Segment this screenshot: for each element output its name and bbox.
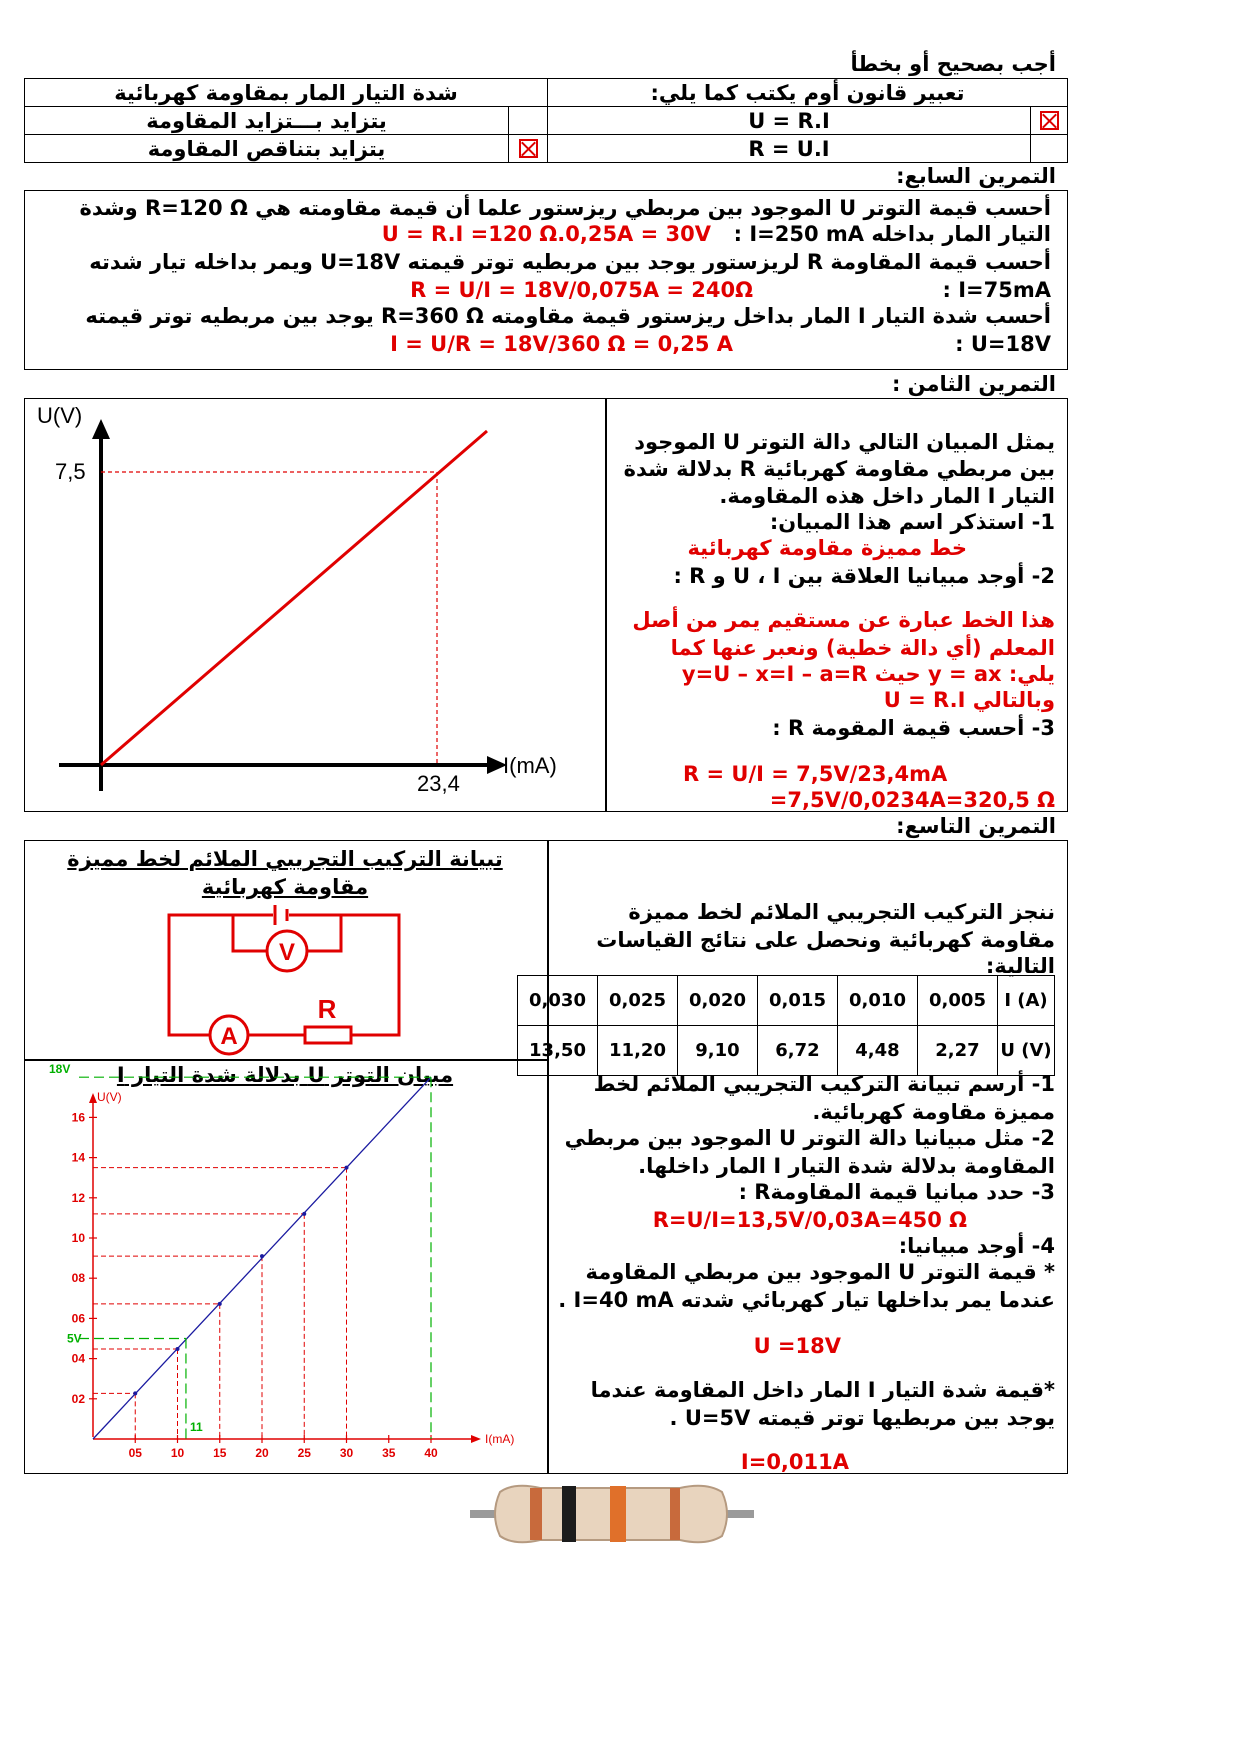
ex9-q2-b: المقاومة بدلالة شدة التيار I المار داخلها.: [638, 1154, 1055, 1178]
x-tick-label: 25: [297, 1446, 311, 1460]
y-tick-label: 06: [71, 1311, 85, 1326]
ex9-title: التمرين التاسع:: [896, 814, 1056, 838]
measurements-table: [517, 975, 1055, 1076]
resistor-image: [470, 1474, 754, 1554]
ex7-line-4: I=75mA :: [942, 278, 1051, 302]
ex9-q3: 3- حدد مبانيا قيمة المقاومةR :: [738, 1180, 1055, 1204]
ex9-a4-2: I=0,011A: [740, 1450, 849, 1474]
x-tick-label: 05: [128, 1446, 142, 1460]
x-tick-label: 40: [424, 1446, 438, 1460]
ex8-xval: 23,4: [417, 771, 460, 796]
ex8-a2-2: المعلم (أي دالة خطية) ونعبر عنها كما: [670, 636, 1055, 660]
ex8-a2-4: وبالتالي U = R.I: [883, 688, 1055, 712]
y-tick-label: 02: [71, 1391, 85, 1406]
ammeter-label: A: [220, 1023, 238, 1050]
tf-row2-check-right[interactable]: [1030, 134, 1068, 163]
circuit-title: تبيانة التركيب التجريبي الملائم لخط مميزة مقاومة كهربائية: [67, 847, 503, 899]
ex8-y-arrow-icon: [92, 419, 110, 439]
ex7-answer-3: I = U/R = 18V/360 Ω = 0,25 A: [390, 332, 733, 356]
x-tick-label: 35: [382, 1446, 396, 1460]
ex8-q1: 1- استذكر اسم هذا المبيان:: [769, 510, 1055, 534]
ex8-a3-2: =7,5V/0,0234A=320,5 Ω: [769, 788, 1055, 812]
ex9-q4: 4- أوجد مبيانيا:: [898, 1234, 1055, 1258]
y-tick-label: 04: [71, 1351, 85, 1366]
tf-row1-right: U = R.I: [547, 106, 1031, 135]
table-cell: 13,50: [518, 1026, 598, 1076]
y-tick-label: 12: [71, 1190, 85, 1205]
label-11ma: 11: [189, 1420, 203, 1434]
ex8-xlabel: I(mA): [503, 753, 557, 778]
tf-row1-check-left[interactable]: [508, 106, 548, 135]
tf-header-right: تعبير قانون أوم يكتب كما يلي:: [547, 78, 1068, 107]
ex9-q1-a: 1- أرسم تبيانة التركيب التجريبي الملائم لخط: [593, 1072, 1055, 1096]
circuit-diagram: [155, 905, 415, 1055]
ex9-a3: R=U/I=13,5V/0,03A=450 Ω: [652, 1208, 967, 1232]
y-tick-label: 10: [71, 1231, 85, 1245]
data-point: [218, 1302, 222, 1306]
ex9-x-arrow-icon: [471, 1435, 481, 1443]
ex9-q4-2a: *قيمة شدة التيار I المار داخل المقاومة عندما: [590, 1378, 1055, 1402]
table-cell: 11,20: [598, 1026, 678, 1076]
ex7-line-6: U=18V :: [955, 332, 1051, 356]
tf-row1-check-right[interactable]: [1030, 106, 1068, 135]
tf-row2-left: يتزايد بتناقص المقاومة: [24, 134, 509, 163]
resistor-label: R: [317, 994, 337, 1024]
ex7-line-2: التيار المار بداخله I=250 mA :: [733, 222, 1051, 246]
table-cell: 0,005: [918, 976, 998, 1026]
ex8-box: [24, 398, 1068, 812]
ex8-yval: 7,5: [55, 459, 86, 484]
table-cell: 0,015: [758, 976, 838, 1026]
data-point: [345, 1166, 349, 1170]
ex9-intro-3: التالية:: [985, 954, 1055, 978]
ex8-q3: 3- أحسب قيمة المقومة R :: [772, 716, 1055, 740]
ex9-xlabel: I(mA): [485, 1432, 515, 1446]
ex7-title: التمرين السابع:: [896, 164, 1056, 188]
ex8-characteristic-line: [101, 431, 487, 765]
ex9-a4-1: U =18V: [753, 1334, 841, 1358]
ex7-line-3: أحسب قيمة المقاومة R لريزستور يوجد بين مربطيه توتر قيمته U=18V ويمر بداخله تيار شدته: [89, 250, 1051, 274]
ex7-line-5: أحسب شدة التيار I المار بداخل ريزستور قيمة مقاومته R=360 Ω يوجد بين مربطيه توتر قيمته: [85, 304, 1051, 328]
ex9-divider-h: [25, 1059, 548, 1061]
ex9-box: [24, 840, 1068, 1474]
ex7-box: [24, 190, 1068, 370]
table-header: I (A): [998, 976, 1055, 1026]
ex8-text-3: التيار I المار داخل هذه المقاومة.: [719, 484, 1055, 508]
data-point: [176, 1347, 180, 1351]
ex9-q4-1a: * قيمة التوتر U الموجود بين مربطي المقاومة: [585, 1260, 1055, 1284]
x-tick-label: 30: [339, 1446, 354, 1460]
x-tick-label: 10: [170, 1446, 185, 1460]
ex9-q2-a: 2- مثل مبيانيا دالة التوتر U الموجود بين مربطي: [564, 1126, 1055, 1150]
table-row: [518, 976, 1055, 1026]
ex7-answer-1: U = R.I =120 Ω.0,25A = 30V: [381, 222, 711, 246]
y-tick-label: 08: [71, 1271, 85, 1286]
intro-text: أجب بصحيح أو بخطأ: [850, 52, 1056, 76]
data-point: [133, 1391, 137, 1395]
table-cell: 2,27: [918, 1026, 998, 1076]
ex8-a3-1: R = U/I = 7,5V/23,4mA: [683, 762, 948, 786]
ex7-line-1: أحسب قيمة التوتر U الموجود بين مربطي ريزستور علما أن قيمة مقاومته هي R=120 Ω وشدة: [79, 196, 1051, 220]
ex9-q4-2b: يوجد بين مربطيها توتر قيمته U=5V .: [669, 1406, 1055, 1430]
ex8-a2-1: هذا الخط عبارة عن مستقيم يمر من أصل: [632, 608, 1055, 632]
ex9-ylabel: U(V): [97, 1090, 122, 1104]
tf-row2-right: R = U.I: [547, 134, 1031, 163]
ex9-intro-1: ننجز التركيب التجريبي الملائم لخط مميزة: [628, 900, 1055, 924]
checkbox-checked-icon: [519, 139, 538, 158]
y-tick-label: 16: [71, 1110, 85, 1125]
ex9-q1-b: مميزة مقاومة كهربائية.: [812, 1100, 1055, 1124]
x-tick-label: 20: [255, 1446, 269, 1460]
ex8-graph: [25, 399, 605, 811]
ex8-text-2: بين مربطي مقاومة كهربائية R بدلالة شدة: [623, 457, 1055, 481]
table-cell: 0,025: [598, 976, 678, 1026]
tf-row1-left: يتزايد بـــتزايد المقاومة: [24, 106, 509, 135]
label-18v: 18V: [49, 1062, 71, 1077]
data-point: [302, 1212, 306, 1216]
ex8-q2: 2- أوجد مبيانيا العلاقة بين U ، I و R :: [673, 564, 1055, 588]
ex8-title: التمرين الثامن :: [891, 372, 1056, 396]
checkbox-checked-icon: [1040, 111, 1059, 130]
ex7-answer-2: R = U/I = 18V/0,075A = 240Ω: [410, 278, 753, 302]
ex9-intro-2: مقاومة كهربائية ونحصل على نتائج القياسات: [596, 928, 1055, 952]
graph-title: مبيان التوتر U بدلالة شدة التيار I: [116, 1063, 454, 1087]
data-point: [260, 1254, 264, 1258]
ex8-ylabel: U(V): [37, 403, 83, 428]
table-row: [518, 1026, 1055, 1076]
y-tick-label: 14: [71, 1150, 85, 1165]
ex8-a1: خط مميزة مقاومة كهربائية: [687, 536, 967, 560]
table-header: U (V): [998, 1026, 1055, 1076]
table-cell: 9,10: [678, 1026, 758, 1076]
resistor-icon: [305, 1027, 351, 1043]
ex8-text-1: يمثل المبيان التالي دالة التوتر U الموجود: [634, 430, 1055, 454]
ex9-y-arrow-icon: [89, 1093, 97, 1103]
table-cell: 6,72: [758, 1026, 838, 1076]
voltmeter-label: V: [278, 939, 296, 966]
ex9-q4-1b: عندما يمر بداخلها تيار كهربائي شدته I=40 mA .: [558, 1288, 1055, 1312]
table-cell: 0,030: [518, 976, 598, 1026]
x-tick-label: 15: [213, 1446, 227, 1460]
table-cell: 0,010: [838, 976, 918, 1026]
tf-row2-check-left[interactable]: [508, 134, 548, 163]
ex8-a2-3: يلي: y = ax حيث y=U – x=I – a=R: [681, 662, 1055, 686]
label-5v: 5V: [67, 1331, 82, 1346]
tf-header-left: شدة التيار المار بمقاومة كهربائية: [24, 78, 548, 107]
table-cell: 4,48: [838, 1026, 918, 1076]
table-cell: 0,020: [678, 976, 758, 1026]
